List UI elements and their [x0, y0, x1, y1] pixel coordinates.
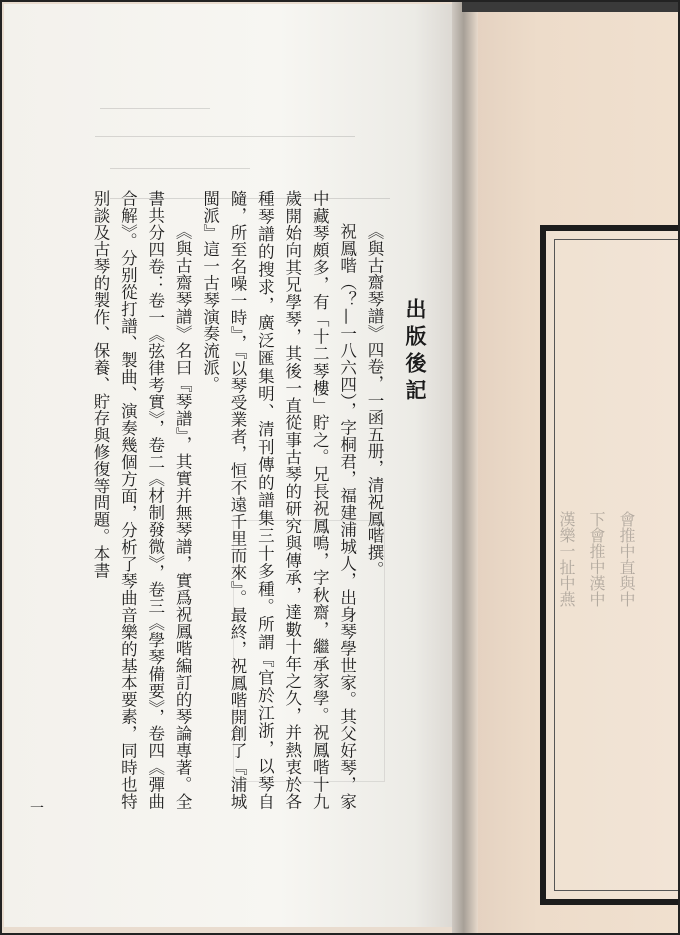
paragraph: 《與古齋琴譜》名曰『琴譜』，其實并無琴譜，實爲祝鳳喈編訂的琴論專著。全書共分四卷：卷一《弦律考實》，卷二《材制發微》，卷三《學琴備要》，卷四《彈曲合解》。分别從打譜、製曲、演奏幾個方面，分析了琴曲音樂的基本要素，同時也特别談及古琴的製作、保養、貯存與修復等問題。本書	[90, 190, 193, 810]
show-through-line	[110, 168, 250, 169]
facing-page-column: 漢樂一扯中燕	[557, 511, 576, 607]
page-title: 出版後記	[403, 298, 427, 406]
book-gutter	[452, 0, 478, 935]
paragraph: 祝鳳喈（？—一八六四），字桐君，福建浦城人，出身琴學世家。其父好琴，家中藏琴頗多，有「十二琴樓」貯之。兄長祝鳳鳴，字秋齋，繼承家學。祝鳳喈十九歲開始向其兄學琴，其後一直從事古琴的研究與傳承，達數十年之久，并熱衷於各種琴譜的搜求，廣泛匯集明、清刊傳的譜集三十多種。所謂『官於江浙，以琴自隨，所至名噪一時』，『以琴受業者，恒不遠千里而來』。最終，祝鳳喈開創了『浦城閩派』這一古琴演奏流派。	[200, 190, 357, 810]
body-text	[44, 190, 388, 810]
facing-page-column: 下會推中漢中	[587, 511, 606, 607]
page-number: 一	[30, 801, 44, 817]
paragraph: 《與古齋琴譜》四卷，一函五册，清祝鳳喈撰。	[365, 223, 384, 578]
show-through-line	[95, 136, 355, 137]
show-through-line	[100, 108, 210, 109]
facing-page-column: 會推中直與中	[617, 511, 636, 607]
scanner-edge	[462, 0, 680, 12]
facing-page-print-block	[540, 225, 680, 905]
